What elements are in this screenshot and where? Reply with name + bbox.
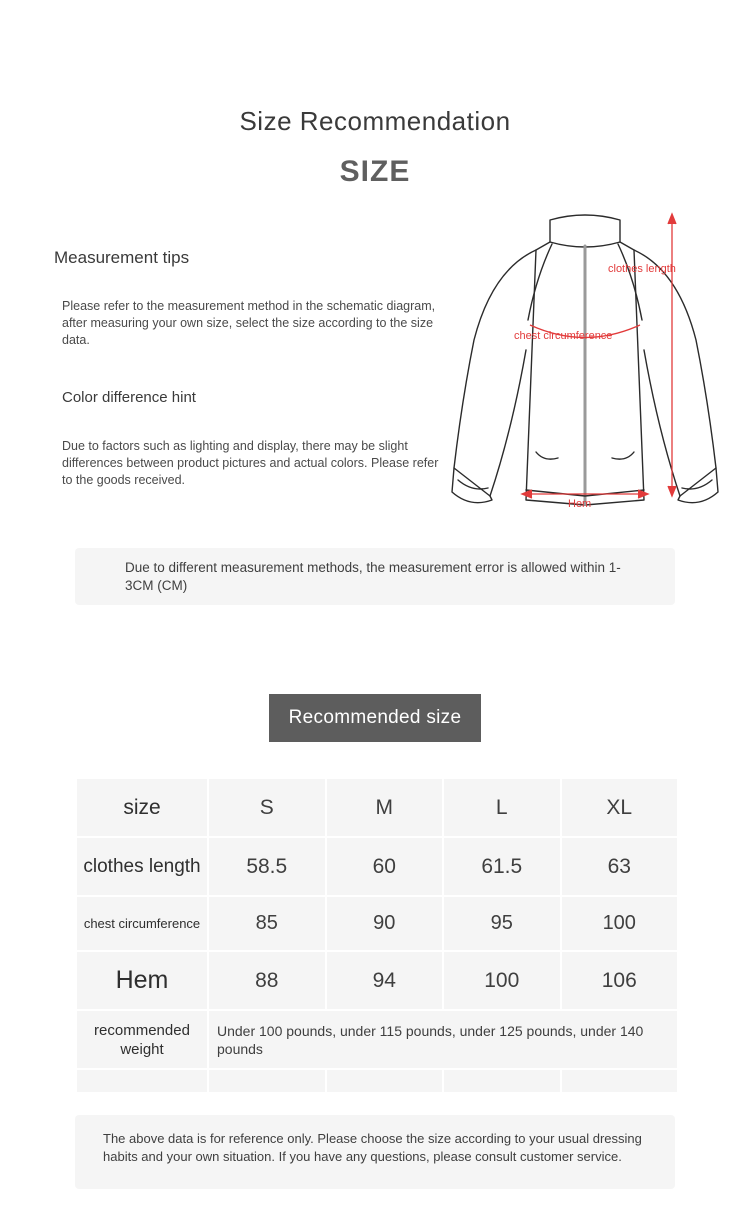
row-label-recommended-weight: recommended weight <box>77 1011 207 1068</box>
table-row <box>77 952 677 1009</box>
table-row <box>77 1011 677 1068</box>
table-header-row <box>77 779 677 836</box>
page-subtitle: SIZE <box>339 155 411 188</box>
jacket-diagram <box>440 200 730 540</box>
row-label-chest: chest circumference <box>77 897 207 950</box>
recommended-weight-value: Under 100 pounds, under 115 pounds, under 125 pounds, under 140 pounds <box>209 1011 677 1068</box>
table-header-l: L <box>444 779 560 836</box>
row-label-hem: Hem <box>77 952 207 1009</box>
diagram-label-hem: Hem <box>568 498 592 510</box>
clothes-length-s: 58.5 <box>209 838 325 895</box>
size-table <box>75 777 679 1094</box>
diagram-label-chest: chest circumference <box>514 330 613 342</box>
hem-l: 100 <box>444 952 560 1009</box>
measurement-tips-body: Please refer to the measurement method in the schematic diagram, after measuring your own size, select the size according to the size data. <box>62 299 436 347</box>
clothes-length-xl: 63 <box>562 838 678 895</box>
page-title: Size Recommendation <box>239 106 511 136</box>
chest-m: 90 <box>327 897 443 950</box>
spacer-cell <box>444 1070 560 1092</box>
table-header-s: S <box>209 779 325 836</box>
color-difference-body: Due to factors such as lighting and display, there may be slight differences between product pictures and actual colors. Please refer to the goods received. <box>62 439 439 487</box>
reference-only-notice: The above data is for reference only. Please choose the size according to your usual dressing habits and your own situation. If you have any questions, please consult customer service. <box>75 1115 675 1189</box>
hem-m: 94 <box>327 952 443 1009</box>
table-header-size: size <box>77 779 207 836</box>
spacer-cell <box>327 1070 443 1092</box>
table-row <box>77 897 677 950</box>
spacer-cell <box>209 1070 325 1092</box>
spacer-cell <box>77 1070 207 1092</box>
table-header-m: M <box>327 779 443 836</box>
chest-s: 85 <box>209 897 325 950</box>
hem-s: 88 <box>209 952 325 1009</box>
table-row-spacer <box>77 1070 677 1092</box>
chest-l: 95 <box>444 897 560 950</box>
chest-xl: 100 <box>562 897 678 950</box>
table-row <box>77 838 677 895</box>
spacer-cell <box>562 1070 678 1092</box>
diagram-label-clothes-length: clothes length <box>608 263 676 275</box>
measurement-tips-heading: Measurement tips <box>54 248 190 267</box>
hem-xl: 106 <box>562 952 678 1009</box>
row-label-clothes-length: clothes length <box>77 838 207 895</box>
clothes-length-l: 61.5 <box>444 838 560 895</box>
measurement-error-notice: Due to different measurement methods, the measurement error is allowed within 1-3CM (CM) <box>75 548 675 605</box>
clothes-length-m: 60 <box>327 838 443 895</box>
recommended-size-banner: Recommended size <box>269 694 481 742</box>
table-header-xl: XL <box>562 779 678 836</box>
color-difference-heading: Color difference hint <box>62 389 196 406</box>
